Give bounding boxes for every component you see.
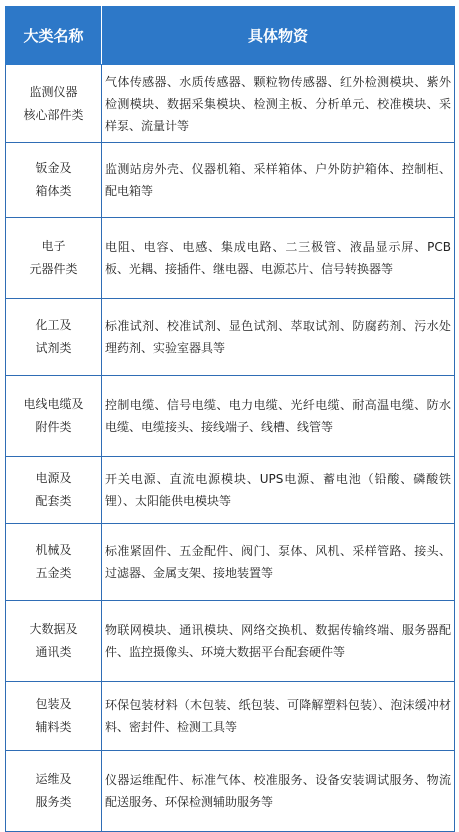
materials-table-container <box>5 6 454 832</box>
category-cell <box>6 457 102 524</box>
category-line: 服务类 <box>35 795 72 809</box>
items-cell: 环保包装材料（木包装、纸包装、可降解塑料包装）、泡沫缓冲材料、密封件、检测工具等 <box>102 682 455 751</box>
items-cell: 开关电源、直流电源模块、UPS电源、蓄电池（铅酸、磷酸铁锂）、太阳能供电模块等 <box>102 457 455 524</box>
category-line: 箱体类 <box>35 184 72 198</box>
category-line: 辅料类 <box>35 720 72 734</box>
items-cell: 仪器运维配件、标准气体、校准服务、设备安装调试服务、物流配送服务、环保检测辅助服务等 <box>102 751 455 832</box>
category-line: 包装及 <box>35 697 72 711</box>
items-cell: 物联网模块、通讯模块、网络交换机、数据传输终端、服务器配件、监控摄像头、环境大数据平台配套硬件等 <box>102 601 455 682</box>
category-cell <box>6 376 102 457</box>
category-cell <box>6 65 102 143</box>
category-cell <box>6 299 102 376</box>
items-cell: 控制电缆、信号电缆、电力电缆、光纤电缆、耐高温电缆、防水电缆、电缆接头、接线端子、线槽、线管等 <box>102 376 455 457</box>
category-line: 核心部件类 <box>23 107 84 122</box>
category-line: 机械及 <box>35 543 72 557</box>
table-row <box>6 682 455 751</box>
category-cell <box>6 143 102 218</box>
table-row <box>6 751 455 832</box>
items-cell: 标准紧固件、五金配件、阀门、泵体、风机、采样管路、接头、过滤器、金属支架、接地装置等 <box>102 524 455 601</box>
table-header-row <box>6 7 455 65</box>
category-line: 电线电缆及 <box>23 397 84 411</box>
category-line: 附件类 <box>35 420 72 434</box>
table-row <box>6 601 455 682</box>
category-cell <box>6 218 102 299</box>
header-category: 大类名称 <box>6 7 102 65</box>
category-line: 电子 <box>41 239 66 253</box>
category-cell <box>6 682 102 751</box>
category-line: 通讯类 <box>35 645 72 659</box>
items-cell: 标准试剂、校准试剂、显色试剂、萃取试剂、防腐药剂、污水处理药剂、实验室器具等 <box>102 299 455 376</box>
items-cell: 气体传感器、水质传感器、颗粒物传感器、红外检测模块、紫外检测模块、数据采集模块、检测主板、分析单元、校准模块、采样泵、流量计等 <box>102 65 455 143</box>
category-line: 五金类 <box>35 566 72 580</box>
table-row <box>6 457 455 524</box>
category-line: 试剂类 <box>35 341 72 355</box>
table-row <box>6 143 455 218</box>
table-row <box>6 218 455 299</box>
table-row <box>6 524 455 601</box>
category-line: 化工及 <box>35 318 72 332</box>
category-line: 电源及 <box>35 471 72 485</box>
category-cell <box>6 524 102 601</box>
category-cell <box>6 601 102 682</box>
items-cell: 电阻、电容、电感、集成电路、二三极管、液晶显示屏、PCB板、光耦、接插件、继电器、电源芯片、信号转换器等 <box>102 218 455 299</box>
category-line: 钣金及 <box>35 161 72 175</box>
header-items: 具体物资 <box>102 7 455 65</box>
category-cell <box>6 751 102 832</box>
materials-table <box>5 6 455 832</box>
items-cell: 监测站房外壳、仪器机箱、采样箱体、户外防护箱体、控制柜、配电箱等 <box>102 143 455 218</box>
table-row <box>6 65 455 143</box>
category-line: 配套类 <box>35 494 72 508</box>
category-line: 大数据及 <box>29 622 78 636</box>
table-row <box>6 376 455 457</box>
table-row <box>6 299 455 376</box>
category-line: 元器件类 <box>29 262 78 276</box>
category-line: 运维及 <box>35 772 72 786</box>
category-line: 监测仪器 <box>29 84 78 99</box>
